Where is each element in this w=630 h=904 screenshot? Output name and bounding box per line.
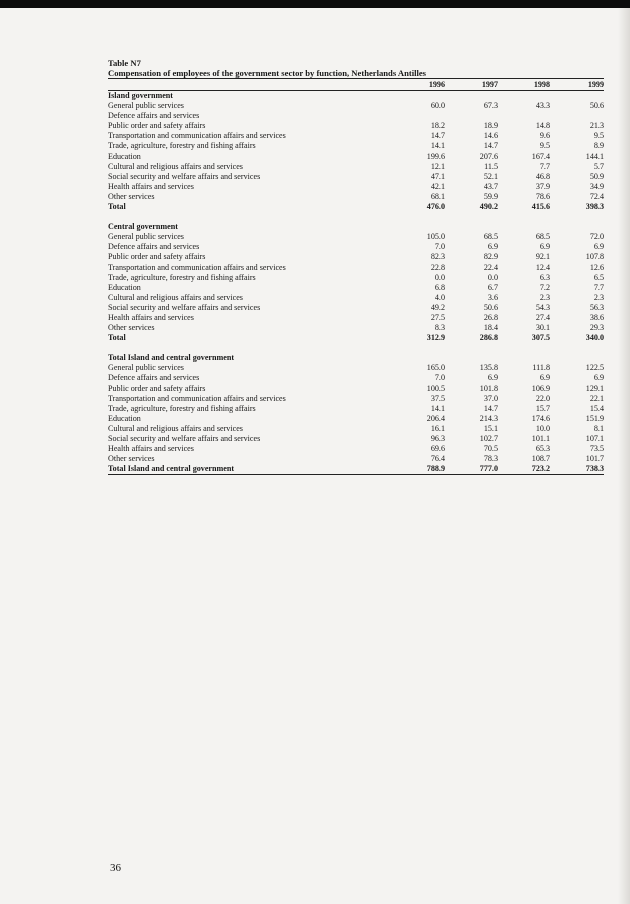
compensation-table (108, 78, 604, 475)
value-cell: 49.2 (430, 302, 445, 312)
value-cell: 165.0 (426, 363, 445, 373)
row-label: Education (108, 413, 141, 423)
value-cell (445, 111, 498, 121)
row-label: Social security and welfare affairs and services (108, 171, 261, 181)
value-cell: 7.2 (539, 282, 550, 292)
value-cell: 12.4 (535, 262, 550, 272)
value-cell: 738.3 (550, 464, 604, 475)
value-cell: 6.9 (593, 373, 604, 383)
value-cell: 27.5 (430, 312, 445, 322)
value-cell: 96.3 (430, 434, 445, 443)
value-cell: 105.0 (426, 232, 445, 242)
value-cell: 6.3 (539, 272, 550, 282)
col-header-1999: 1999 (550, 79, 604, 91)
value-cell: 65.3 (535, 444, 550, 454)
col-header-1998: 1998 (498, 79, 550, 91)
value-cell: 11.5 (484, 161, 498, 171)
value-cell: 101.8 (479, 383, 498, 393)
row-label: Social security and welfare affairs and services (108, 434, 261, 443)
value-cell: 72.4 (589, 191, 604, 201)
row-label: General public services (108, 363, 184, 373)
value-cell: 6.5 (593, 272, 604, 282)
value-cell: 34.9 (589, 181, 604, 191)
value-cell: 43.3 (535, 101, 550, 111)
table-row (108, 363, 604, 373)
row-label: Education (108, 282, 141, 292)
row-label: Health affairs and services (108, 181, 194, 191)
table-block (108, 58, 604, 475)
value-cell: 54.3 (535, 302, 550, 312)
value-cell: 6.9 (539, 373, 550, 383)
value-cell: 60.0 (430, 101, 445, 111)
value-cell: 102.7 (479, 434, 498, 443)
value-cell: 38.6 (589, 312, 604, 322)
row-label: Cultural and religious affairs and services (108, 292, 243, 302)
value-cell: 307.5 (531, 333, 550, 343)
value-cell: 46.8 (535, 171, 550, 181)
value-cell: 68.5 (483, 232, 498, 242)
row-label: Defence affairs and services (108, 373, 200, 383)
section-spacer (108, 212, 604, 222)
table-row (108, 152, 604, 162)
value-cell: 42.1 (430, 181, 445, 191)
section-heading-row (108, 91, 604, 102)
col-header-1996: 1996 (308, 79, 445, 91)
table-row (108, 263, 604, 273)
value-cell: 6.7 (487, 282, 498, 292)
row-label: Education (108, 151, 141, 161)
value-cell: 2.3 (539, 292, 550, 302)
value-cell: 30.1 (535, 323, 550, 333)
value-cell: 111.8 (532, 363, 550, 373)
value-cell: 18.4 (483, 323, 498, 333)
table-row (108, 111, 604, 121)
value-cell: 7.7 (593, 282, 604, 292)
table-row (108, 373, 604, 383)
value-cell: 50.9 (589, 171, 604, 181)
row-label: Total (108, 202, 126, 212)
value-cell: 312.9 (426, 333, 445, 343)
table-label: Table N7 (108, 58, 141, 68)
section-heading-row (108, 353, 604, 363)
value-cell: 9.5 (593, 131, 604, 141)
value-cell: 6.8 (434, 282, 445, 292)
table-row (108, 293, 604, 303)
table-row (108, 252, 604, 262)
table-row (108, 414, 604, 424)
value-cell: 27.4 (535, 312, 550, 322)
value-cell: 78.3 (483, 454, 498, 464)
value-cell: 76.4 (430, 454, 445, 464)
table-title: Compensation of employees of the government sector by function, Netherlands Antilles (108, 68, 427, 78)
value-cell: 340.0 (585, 333, 604, 343)
value-cell: 135.8 (479, 363, 498, 373)
value-cell (498, 111, 550, 121)
table-row (108, 121, 604, 131)
table-row (108, 162, 604, 172)
value-cell: 82.9 (483, 252, 498, 262)
value-cell: 6.9 (593, 242, 604, 252)
value-cell (308, 111, 445, 121)
value-cell: 22.8 (430, 262, 445, 272)
row-label: Trade, agriculture, forestry and fishing affairs (108, 141, 256, 151)
table-row (108, 192, 604, 202)
row-label: Defence affairs and services (108, 111, 200, 121)
row-label: Cultural and religious affairs and services (108, 423, 243, 433)
table-row (108, 101, 604, 111)
value-cell: 8.1 (593, 423, 604, 433)
value-cell: 21.3 (589, 121, 604, 131)
value-cell: 56.3 (589, 302, 604, 312)
value-cell: 129.1 (585, 383, 604, 393)
header-row (108, 79, 604, 91)
table-row (108, 444, 604, 454)
value-cell: 174.6 (531, 413, 550, 423)
row-label: Other services (108, 454, 155, 464)
value-cell: 167.4 (531, 151, 550, 161)
value-cell: 15.7 (535, 403, 550, 413)
value-cell: 50.6 (483, 302, 498, 312)
value-cell: 398.3 (585, 202, 604, 212)
value-cell: 68.1 (430, 191, 445, 201)
table-row (108, 424, 604, 434)
table-row (108, 141, 604, 151)
row-label: General public services (108, 232, 184, 242)
value-cell: 723.2 (498, 464, 550, 475)
value-cell: 7.7 (539, 161, 550, 171)
value-cell: 9.5 (539, 141, 550, 151)
value-cell: 50.6 (589, 101, 604, 111)
value-cell: 777.0 (445, 464, 498, 475)
col-header-1997: 1997 (445, 79, 498, 91)
value-cell: 59.9 (483, 191, 498, 201)
value-cell: 206.4 (426, 413, 445, 423)
row-label: Transportation and communication affairs and services (108, 393, 286, 403)
value-cell: 14.1 (430, 403, 445, 413)
value-cell: 18.2 (430, 121, 445, 131)
value-cell: 47.1 (430, 171, 445, 181)
value-cell: 788.9 (308, 464, 445, 475)
value-cell: 108.7 (531, 454, 550, 464)
row-label: General public services (108, 101, 184, 111)
value-cell: 29.3 (589, 323, 604, 333)
table-row (108, 303, 604, 313)
value-cell: 37.5 (430, 393, 445, 403)
value-cell: 72.0 (589, 232, 604, 242)
value-cell: 8.3 (434, 323, 445, 333)
row-label: Cultural and religious affairs and services (108, 161, 243, 171)
value-cell: 8.9 (593, 141, 604, 151)
table-row (108, 232, 604, 242)
value-cell: 4.0 (434, 292, 445, 302)
row-label: Other services (108, 191, 155, 201)
page-number: 36 (110, 862, 121, 874)
row-label: Trade, agriculture, forestry and fishing affairs (108, 403, 256, 413)
value-cell: 82.3 (430, 252, 445, 262)
value-cell: 12.6 (589, 262, 604, 272)
table-row (108, 384, 604, 394)
value-cell: 10.0 (535, 423, 550, 433)
value-cell: 199.6 (426, 151, 445, 161)
table-body (108, 91, 604, 475)
value-cell: 14.7 (483, 141, 498, 151)
table-row (108, 273, 604, 283)
row-label: Total (108, 333, 126, 343)
table-row (108, 404, 604, 414)
value-cell: 151.9 (585, 413, 604, 423)
value-cell: 14.8 (535, 121, 550, 131)
value-cell: 415.6 (531, 202, 550, 212)
value-cell: 9.6 (539, 131, 550, 141)
value-cell: 214.3 (479, 413, 498, 423)
top-scan-border (0, 0, 630, 8)
value-cell: 52.1 (483, 171, 498, 181)
value-cell: 22.1 (589, 393, 604, 403)
row-label: Transportation and communication affairs and services (108, 131, 286, 141)
row-label: Transportation and communication affairs and services (108, 262, 286, 272)
value-cell: 37.0 (483, 393, 498, 403)
value-cell: 5.7 (593, 161, 604, 171)
row-label: Total Island and central government (108, 464, 308, 475)
value-cell: 107.8 (585, 252, 604, 262)
value-cell: 207.6 (479, 151, 498, 161)
value-cell: 7.0 (434, 373, 445, 383)
table-row (108, 283, 604, 293)
table-row (108, 454, 604, 464)
table-row (108, 182, 604, 192)
page-edge-shadow (618, 8, 630, 904)
table-row (108, 131, 604, 141)
value-cell: 67.3 (483, 101, 498, 111)
value-cell: 490.2 (479, 202, 498, 212)
row-label: Other services (108, 323, 155, 333)
total-row (108, 464, 604, 475)
value-cell: 144.1 (585, 151, 604, 161)
section-heading: Island government (108, 91, 173, 100)
value-cell: 16.1 (430, 423, 445, 433)
section-heading: Central government (108, 222, 178, 232)
row-label: Public order and safety affairs (108, 252, 206, 262)
value-cell: 69.6 (430, 444, 445, 454)
table-row (108, 434, 604, 444)
value-cell: 106.9 (531, 383, 550, 393)
row-label: Public order and safety affairs (108, 121, 206, 131)
value-cell: 6.9 (539, 242, 550, 252)
section-spacer (108, 343, 604, 353)
value-cell: 14.7 (483, 403, 498, 413)
header-label-cell (108, 79, 308, 91)
value-cell: 122.5 (585, 363, 604, 373)
value-cell: 6.9 (487, 373, 498, 383)
value-cell (550, 111, 604, 121)
value-cell: 37.9 (535, 181, 550, 191)
table-row (108, 394, 604, 404)
value-cell: 101.1 (531, 434, 550, 443)
row-label: Health affairs and services (108, 444, 194, 454)
value-cell: 476.0 (426, 202, 445, 212)
table-row (108, 172, 604, 182)
section-heading: Total Island and central government (108, 353, 235, 363)
row-label: Trade, agriculture, forestry and fishing affairs (108, 272, 256, 282)
value-cell: 0.0 (434, 272, 445, 282)
row-label: Health affairs and services (108, 312, 194, 322)
row-label: Social security and welfare affairs and services (108, 302, 261, 312)
value-cell: 14.6 (483, 131, 498, 141)
value-cell: 7.0 (434, 242, 445, 252)
total-row (108, 333, 604, 343)
value-cell: 92.1 (535, 252, 550, 262)
value-cell: 15.4 (589, 403, 604, 413)
value-cell: 70.5 (483, 444, 498, 454)
table-row (108, 242, 604, 252)
section-heading-row (108, 222, 604, 232)
value-cell: 18.9 (483, 121, 498, 131)
value-cell: 68.5 (535, 232, 550, 242)
value-cell: 73.5 (589, 444, 604, 454)
value-cell: 14.1 (430, 141, 445, 151)
value-cell: 107.1 (585, 434, 604, 443)
value-cell: 100.5 (426, 383, 445, 393)
value-cell: 101.7 (585, 454, 604, 464)
value-cell: 22.0 (535, 393, 550, 403)
table-row (108, 313, 604, 323)
total-row (108, 202, 604, 212)
value-cell: 3.6 (487, 292, 498, 302)
value-cell: 2.3 (593, 292, 604, 302)
value-cell: 0.0 (487, 272, 498, 282)
value-cell: 26.8 (483, 312, 498, 322)
value-cell: 6.9 (487, 242, 498, 252)
row-label: Public order and safety affairs (108, 383, 206, 393)
table-row (108, 323, 604, 333)
value-cell: 22.4 (483, 262, 498, 272)
value-cell: 78.6 (535, 191, 550, 201)
value-cell: 14.7 (430, 131, 445, 141)
value-cell: 15.1 (483, 423, 498, 433)
value-cell: 286.8 (479, 333, 498, 343)
row-label: Defence affairs and services (108, 242, 200, 252)
value-cell: 43.7 (483, 181, 498, 191)
value-cell: 12.1 (430, 161, 445, 171)
